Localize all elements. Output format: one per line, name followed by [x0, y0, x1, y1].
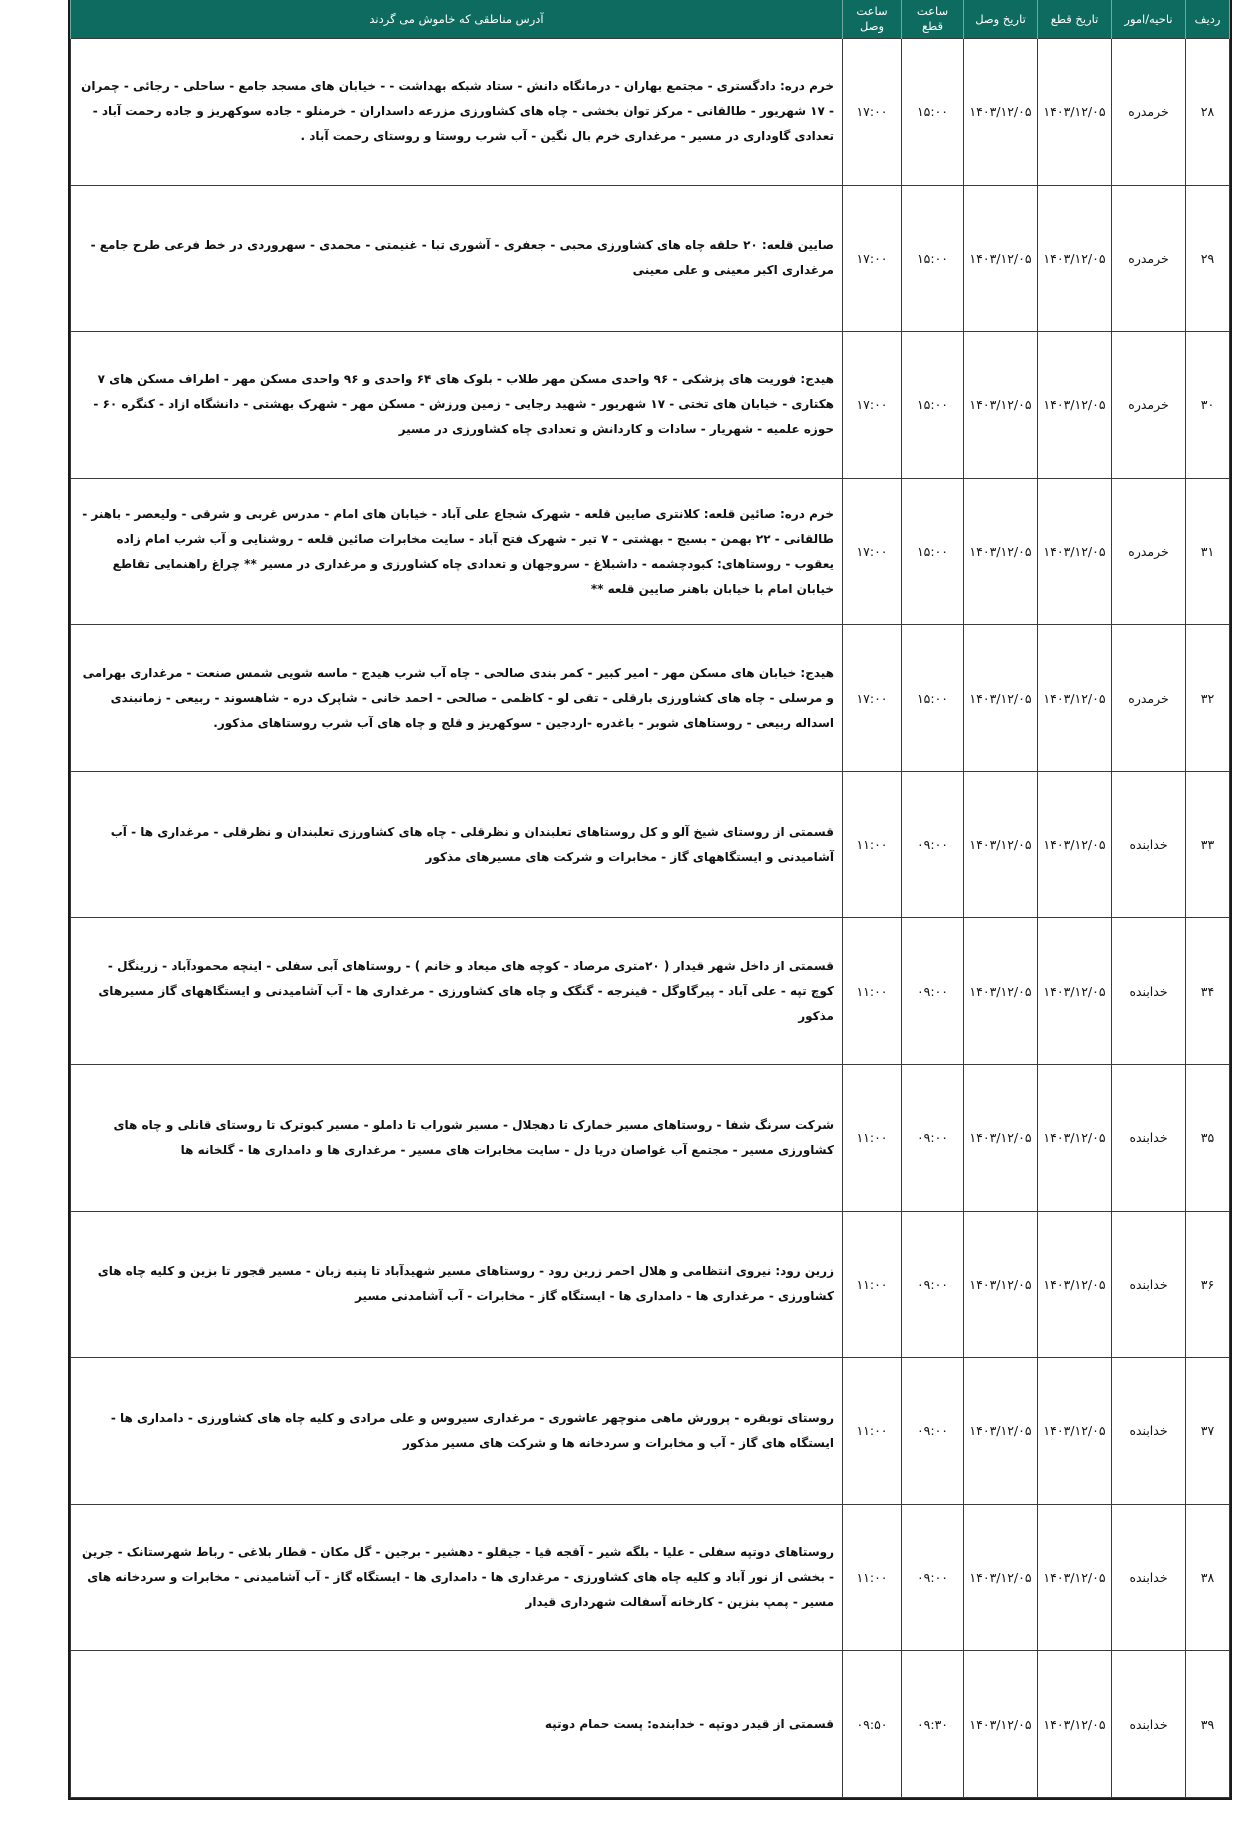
- row-number: ۳۲: [1186, 625, 1230, 772]
- row-cut-date: ۱۴۰۳/۱۲/۰۵: [1038, 1651, 1112, 1798]
- row-address: روستای توبقره - پرورش ماهی منوچهر عاشوری - مرغداری سیروس و علی مرادی و کلیه چاه های کشاورزی - دامداری ها - ایستگاه های گاز - آب و مخابرات و سردخانه ها و شرکت های مسیر مذکور: [71, 1358, 843, 1505]
- row-cut-date: ۱۴۰۳/۱۲/۰۵: [1038, 918, 1112, 1065]
- row-connect-time: ۰۹:۵۰: [843, 1651, 902, 1798]
- table-row: [71, 625, 1230, 772]
- row-cut-time: ۰۹:۰۰: [902, 771, 964, 918]
- table-row: [71, 1651, 1230, 1798]
- row-connect-date: ۱۴۰۳/۱۲/۰۵: [964, 39, 1038, 186]
- row-number: ۲۹: [1186, 185, 1230, 332]
- row-number: ۳۷: [1186, 1358, 1230, 1505]
- row-cut-time: ۰۹:۰۰: [902, 1065, 964, 1212]
- row-address: شرکت سرنگ شفا - روستاهای مسیر خمارک تا دهجلال - مسیر شوراب تا داملو - مسیر کبوترک تا روستای قانلی و چاه های کشاورزی مسیر - مجتمع آب غواصان دریا دل - سایت مخابرات های مسیر - مرغداری ها و دامداری ها - گلخانه ها: [71, 1065, 843, 1212]
- row-connect-date: ۱۴۰۳/۱۲/۰۵: [964, 625, 1038, 772]
- row-number: ۳۱: [1186, 478, 1230, 625]
- row-connect-date: ۱۴۰۳/۱۲/۰۵: [964, 185, 1038, 332]
- header-cut-date: تاریخ قطع: [1038, 0, 1112, 39]
- table-row: [71, 185, 1230, 332]
- table-row: [71, 1358, 1230, 1505]
- table-row: [71, 918, 1230, 1065]
- table-row: [71, 1504, 1230, 1651]
- row-connect-date: ۱۴۰۳/۱۲/۰۵: [964, 1651, 1038, 1798]
- row-connect-time: ۱۷:۰۰: [843, 39, 902, 186]
- row-address: خرم دره: صائین قلعه: کلانتری صایین قلعه - شهرک شجاع علی آباد - خیابان های امام - مدرس غربی و شرقی - ولیعصر - باهنر - طالقانی - ۲۲ بهمن - بسیج - بهشتی - ۷ تیر - شهرک فتح آباد - سایت مخابرات صائین قلعه - روشنایی و آب شرب امام زاده یعقوب - روستاهای: کبودچشمه - داشبلاغ - سروجهان و تعدادی چاه کشاورزی و مرغداری در مسیر ** چراغ راهنمایی تقاطع خیابان امام با خیابان باهنر صایین قلعه **: [71, 478, 843, 625]
- row-area: خرمدره: [1112, 478, 1186, 625]
- row-cut-date: ۱۴۰۳/۱۲/۰۵: [1038, 771, 1112, 918]
- row-area: خدابنده: [1112, 771, 1186, 918]
- row-connect-time: ۱۱:۰۰: [843, 771, 902, 918]
- row-address: قسمتی از داخل شهر قیدار ( ۲۰متری مرصاد - کوچه های میعاد و خانم ) - روستاهای آبی سفلی - اینچه محمودآباد - زرینگل - کوچ تپه - علی آباد - پیرگاوگل - قینرجه - گنگک و چاه های کشاورزی - مرغداری ها - آب آشامیدنی و ایستگاههای گاز مسیرهای مذکور: [71, 918, 843, 1065]
- row-number: ۳۸: [1186, 1504, 1230, 1651]
- row-cut-time: ۱۵:۰۰: [902, 39, 964, 186]
- row-number: ۳۴: [1186, 918, 1230, 1065]
- table-row: [71, 1211, 1230, 1358]
- row-connect-time: ۱۱:۰۰: [843, 1358, 902, 1505]
- row-address: زرین رود: نیروی انتظامی و هلال احمر زرین رود - روستاهای مسیر شهیدآباد تا پنبه زبان - مسیر قجور تا بزین و کلیه چاه های کشاورزی - مرغداری ها - دامداری ها - ایستگاه گاز - مخابرات - آب آشامدنی مسیر: [71, 1211, 843, 1358]
- row-area: خدابنده: [1112, 1358, 1186, 1505]
- row-area: خدابنده: [1112, 1065, 1186, 1212]
- row-connect-date: ۱۴۰۳/۱۲/۰۵: [964, 1504, 1038, 1651]
- row-cut-time: ۱۵:۰۰: [902, 185, 964, 332]
- row-number: ۳۳: [1186, 771, 1230, 918]
- row-cut-date: ۱۴۰۳/۱۲/۰۵: [1038, 185, 1112, 332]
- row-area: خرمدره: [1112, 39, 1186, 186]
- table-row: [71, 1065, 1230, 1212]
- row-connect-time: ۱۱:۰۰: [843, 1211, 902, 1358]
- row-cut-date: ۱۴۰۳/۱۲/۰۵: [1038, 625, 1112, 772]
- row-number: ۲۸: [1186, 39, 1230, 186]
- row-cut-time: ۱۵:۰۰: [902, 332, 964, 479]
- row-number: ۳۹: [1186, 1651, 1230, 1798]
- row-connect-date: ۱۴۰۳/۱۲/۰۵: [964, 771, 1038, 918]
- row-connect-time: ۱۷:۰۰: [843, 625, 902, 772]
- row-connect-date: ۱۴۰۳/۱۲/۰۵: [964, 332, 1038, 479]
- row-area: خدابنده: [1112, 1211, 1186, 1358]
- row-cut-time: ۰۹:۳۰: [902, 1651, 964, 1798]
- row-area: خرمدره: [1112, 185, 1186, 332]
- row-connect-date: ۱۴۰۳/۱۲/۰۵: [964, 918, 1038, 1065]
- row-address: قسمتی از روستای شیخ آلو و کل روستاهای تعلبندان و نظرقلی - چاه های کشاورزی تعلبندان و نظرقلی - مرغداری ها - آب آشامیدنی و ایستگاههای گاز - مخابرات و شرکت های مسیرهای مذکور: [71, 771, 843, 918]
- row-number: ۳۶: [1186, 1211, 1230, 1358]
- row-area: خرمدره: [1112, 332, 1186, 479]
- row-address: قسمتی از قیدر دوتپه - خدابنده: پست حمام دوتپه: [71, 1651, 843, 1798]
- outage-table: [70, 0, 1230, 1798]
- row-area: خدابنده: [1112, 1504, 1186, 1651]
- row-cut-time: ۱۵:۰۰: [902, 478, 964, 625]
- row-address: صایین قلعه: ۲۰ حلقه چاه های کشاورزی محبی - جعفری - آشوری تبا - غنیمتی - محمدی - سهروردی در خط فرعی طرح جامع - مرغداری اکبر معینی و علی معینی: [71, 185, 843, 332]
- header-area: ناحیه/امور: [1112, 0, 1186, 39]
- row-area: خرمدره: [1112, 625, 1186, 772]
- row-cut-date: ۱۴۰۳/۱۲/۰۵: [1038, 1358, 1112, 1505]
- row-address: خرم دره: دادگستری - مجتمع بهاران - درمانگاه دانش - ستاد شبکه بهداشت - - خیابان های مسجد جامع - ساحلی - رجائی - چمران - ۱۷ شهریور - طالقانی - مرکز توان بخشی - چاه های کشاورزی مزرعه داسداران - خرمنلو - جاده سوکهریز و جاده رحمت آباد - تعدادی گاوداری در مسیر - مرغداری خرم بال نگین - آب شرب روستا و روستای رحمت آباد .: [71, 39, 843, 186]
- row-cut-date: ۱۴۰۳/۱۲/۰۵: [1038, 39, 1112, 186]
- table-row: [71, 478, 1230, 625]
- row-connect-time: ۱۷:۰۰: [843, 332, 902, 479]
- row-address: روستاهای دوتپه سفلی - علیا - بلگه شیر - آقجه قیا - جیقلو - دهشیر - برجین - گل مکان - قطار بلاغی - رباط شهرستانک - جرین - بخشی از نور آباد و کلیه چاه های کشاورزی - مرغداری ها - دامداری ها - ایستگاه گاز - آب آشامیدنی - مخابرات و سردخانه های مسیر - پمپ بنزین - کارخانه آسفالت شهرداری قیدار: [71, 1504, 843, 1651]
- row-connect-time: ۱۷:۰۰: [843, 478, 902, 625]
- table-header-row: [71, 0, 1230, 39]
- row-connect-time: ۱۱:۰۰: [843, 918, 902, 1065]
- row-connect-date: ۱۴۰۳/۱۲/۰۵: [964, 478, 1038, 625]
- row-connect-time: ۱۱:۰۰: [843, 1504, 902, 1651]
- row-cut-time: ۱۵:۰۰: [902, 625, 964, 772]
- row-cut-date: ۱۴۰۳/۱۲/۰۵: [1038, 478, 1112, 625]
- table-body: [71, 39, 1230, 1798]
- row-cut-date: ۱۴۰۳/۱۲/۰۵: [1038, 332, 1112, 479]
- row-number: ۳۵: [1186, 1065, 1230, 1212]
- outage-schedule-sheet: [68, 0, 1232, 1800]
- row-connect-date: ۱۴۰۳/۱۲/۰۵: [964, 1065, 1038, 1212]
- header-address: آدرس مناطقی که خاموش می گردند: [71, 0, 843, 39]
- table-row: [71, 332, 1230, 479]
- row-number: ۳۰: [1186, 332, 1230, 479]
- header-cut-time: ساعت قطع: [902, 0, 964, 39]
- table-row: [71, 771, 1230, 918]
- row-area: خدابنده: [1112, 918, 1186, 1065]
- row-connect-date: ۱۴۰۳/۱۲/۰۵: [964, 1211, 1038, 1358]
- row-connect-time: ۱۷:۰۰: [843, 185, 902, 332]
- row-cut-date: ۱۴۰۳/۱۲/۰۵: [1038, 1211, 1112, 1358]
- table-row: [71, 39, 1230, 186]
- row-area: خدابنده: [1112, 1651, 1186, 1798]
- row-address: هیدج: فوریت های پزشکی - ۹۶ واحدی مسکن مهر طلاب - بلوک های ۶۴ واحدی و ۹۶ واحدی مسکن مهر - اطراف مسکن های ۷ هکتاری - خیابان های تختی - ۱۷ شهریور - شهید رجایی - زمین ورزش - مسکن مهر - شهرک بهشتی - دانشگاه ازاد - کنگره ۶۰ - حوزه علمیه - شهریار - سادات و کاردانش و تعدادی چاه کشاورزی در مسیر: [71, 332, 843, 479]
- row-cut-date: ۱۴۰۳/۱۲/۰۵: [1038, 1504, 1112, 1651]
- row-address: هیدج: خیابان های مسکن مهر - امیر کبیر - کمر بندی صالحی - چاه آب شرب هیدج - ماسه شویی شمس صنعت - مرغداری بهرامی و مرسلی - چاه های کشاورزی بارقلی - تقی لو - کاظمی - صالحی - احمد خانی - شاپرک دره - شاهسوند - ربیعی - زمانبندی اسداله ربیعی - روستاهای شوبر - باغدره -اردجین - سوکهریز و قلج و چاه های آب شرب روستاهای مذکور.: [71, 625, 843, 772]
- row-cut-time: ۰۹:۰۰: [902, 918, 964, 1065]
- row-connect-date: ۱۴۰۳/۱۲/۰۵: [964, 1358, 1038, 1505]
- row-cut-time: ۰۹:۰۰: [902, 1358, 964, 1505]
- row-cut-time: ۰۹:۰۰: [902, 1211, 964, 1358]
- row-connect-time: ۱۱:۰۰: [843, 1065, 902, 1212]
- row-cut-date: ۱۴۰۳/۱۲/۰۵: [1038, 1065, 1112, 1212]
- row-cut-time: ۰۹:۰۰: [902, 1504, 964, 1651]
- header-row-number: ردیف: [1186, 0, 1230, 39]
- header-connect-time: ساعت وصل: [843, 0, 902, 39]
- header-connect-date: تاریخ وصل: [964, 0, 1038, 39]
